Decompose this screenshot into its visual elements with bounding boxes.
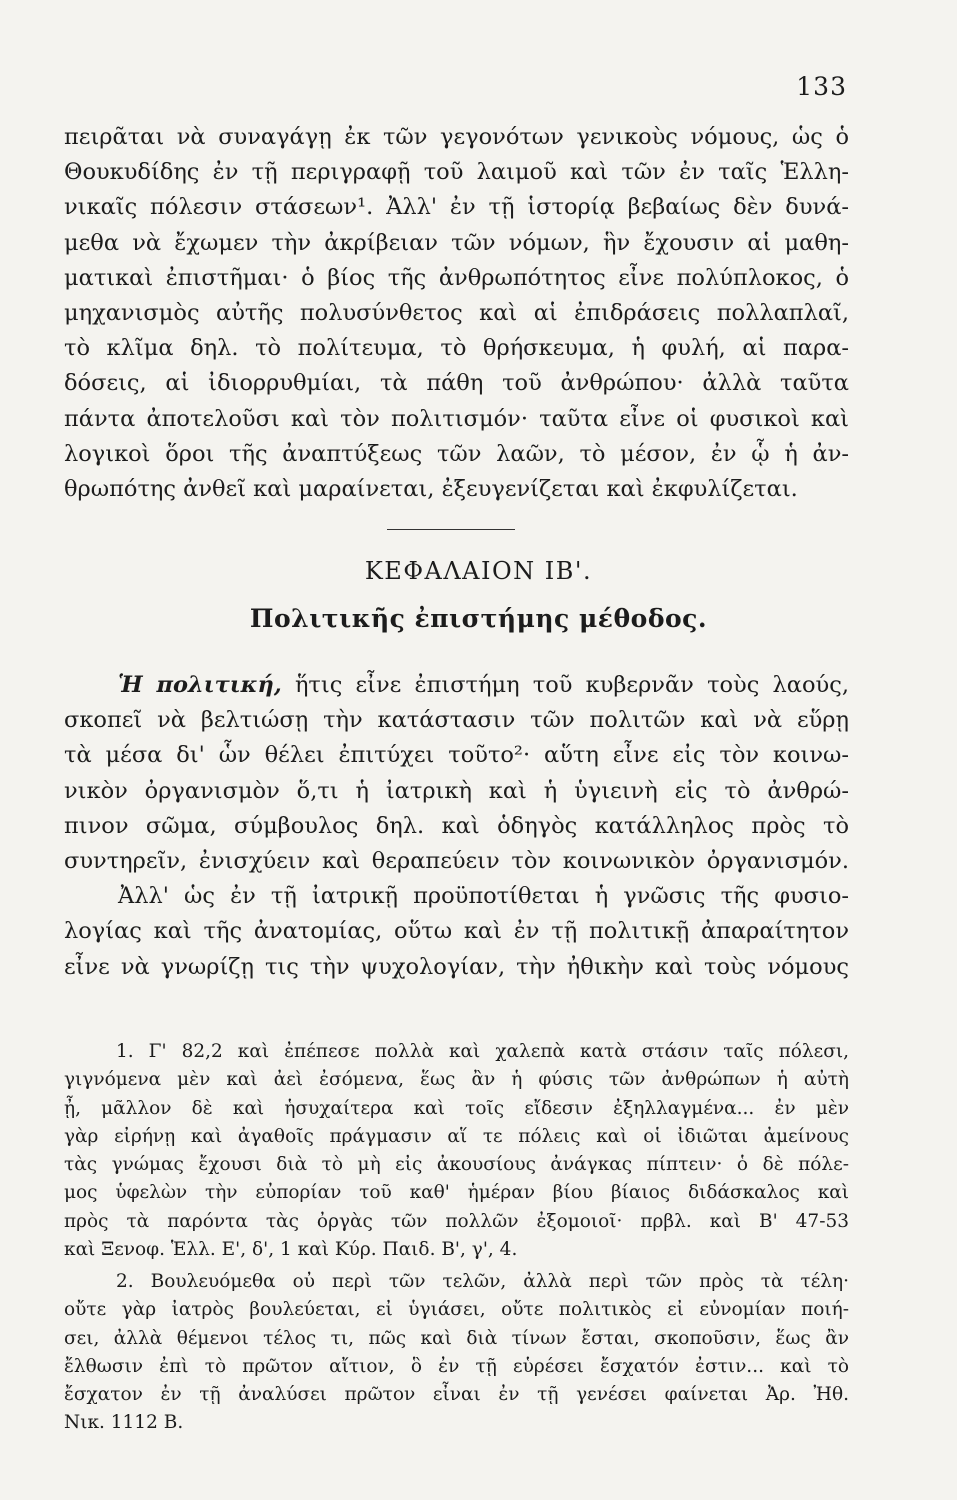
text-line: θρωπότης ἀνθεῖ καὶ μαραίνεται, ἐξευγενίζεται καὶ ἐκφυλίζεται.	[64, 476, 798, 503]
text-line: τὰ μέσα δι' ὧν θέλει ἐπιτύχει τοῦτο²· αὕτη εἶνε εἰς τὸν κοινω-	[64, 742, 849, 769]
footnote-line: οὔτε γὰρ ἰατρὸς βουλεύεται, εἰ ὑγιάσει, οὔτε πολιτικὸς εἰ εὐνομίαν ποιή-	[64, 1299, 849, 1321]
footnote-1	[64, 1038, 849, 1264]
footnote-line: γὰρ εἰρήνῃ καὶ ἀγαθοῖς πράγμασιν αἵ τε πόλεις καὶ οἱ ἰδιῶται ἀμείνους	[64, 1125, 849, 1147]
footnote-line: μος ὑφελὼν τὴν εὐπορίαν τοῦ καθ' ἡμέραν βίου βίαιος διδάσκαλος καὶ	[64, 1182, 849, 1204]
footnote-line: ᾖ, μᾶλλον δὲ καὶ ἡσυχαίτερα καὶ τοῖς εἴδεσιν ἐξηλλαγμένα... ἐν μὲν	[64, 1097, 849, 1119]
footnote-line: ἔλθωσιν ἐπὶ τὸ πρῶτον αἴτιον, ὃ ἐν τῇ εὑρέσει ἔσχατόν ἐστιν... καὶ τὸ	[64, 1355, 849, 1377]
text-line: σκοπεῖ νὰ βελτιώσῃ τὴν κατάστασιν τῶν πολιτῶν καὶ νὰ εὕρῃ	[64, 707, 849, 734]
text-line: ματικαὶ ἐπιστῆμαι· ὁ βίος τῆς ἀνθρωπότητος εἶνε πολύπλοκος, ὁ	[64, 264, 849, 291]
text-fragment: ἥτις εἶνε ἐπιστήμη τοῦ κυβερνᾶν τοὺς λαούς,	[281, 672, 849, 698]
footnote-2	[64, 1268, 849, 1438]
text-line: πειρᾶται νὰ συναγάγῃ ἐκ τῶν γεγονότων γενικοὺς νόμους, ὡς ὁ	[64, 124, 849, 150]
text-line: συντηρεῖν, ἐνισχύειν καὶ θεραπεύειν τὸν κοινωνικὸν ὀργανισμόν.	[64, 848, 849, 875]
text-line: νικὸν ὀργανισμὸν ὅ,τι ἡ ἰατρικὴ καὶ ἡ ὑγιεινὴ εἰς τὸ ἀνθρώ-	[64, 777, 849, 804]
text-line: δόσεις, αἱ ἰδιορρυθμίαι, τὰ πάθη τοῦ ἀνθρώπου· ἀλλὰ ταῦτα	[64, 370, 849, 397]
text-line: πάντα ἀποτελοῦσι καὶ τὸν πολιτισμόν· ταῦτα εἶνε οἱ φυσικοὶ καὶ	[64, 405, 849, 432]
text-line-first	[64, 668, 849, 703]
footnote-line: πρὸς τὰ παρόντα τὰς ὀργὰς τῶν πολλῶν ἐξομοιοῖ· πρβλ. καὶ Β' 47-53	[64, 1210, 849, 1232]
footnote-line: γιγνόμενα μὲν καὶ ἀεὶ ἐσόμενα, ἕως ἂν ἡ φύσις τῶν ἀνθρώπων ἡ αὐτὴ	[64, 1069, 849, 1091]
text-line: νικαῖς πόλεσιν στάσεων¹. Ἀλλ' ἐν τῇ ἱστορίᾳ βεβαίως δὲν δυνά-	[64, 194, 849, 221]
footnote-line: ἔσχατον ἐν τῇ ἀναλύσει πρῶτον εἶναι ἐν τῇ γενέσει φαίνεται Ἀρ. Ἠθ.	[64, 1384, 849, 1406]
chapter-subtitle: Πολιτικῆς ἐπιστήμης μέθοδος.	[249, 604, 708, 633]
footnote-line: 2. Βουλευόμεθα οὐ περὶ τῶν τελῶν, ἀλλὰ περὶ τῶν πρὸς τὰ τέλη·	[116, 1271, 849, 1292]
footnote-line: τὰς γνώμας ἔχουσι διὰ τὸ μὴ εἰς ἀκουσίους ἀνάγκας πίπτειν· ὁ δὲ πόλε-	[64, 1154, 849, 1176]
text-line: Θουκυδίδης ἐν τῇ περιγραφῇ τοῦ λαιμοῦ καὶ τῶν ἐν ταῖς Ἑλλη-	[64, 159, 849, 186]
section-divider	[387, 529, 515, 530]
text-line: μηχανισμὸς αὐτῆς πολυσύνθετος καὶ αἱ ἐπιδράσεις πολλαπλαῖ,	[64, 300, 849, 327]
page-number: 133	[796, 72, 847, 101]
text-line: πινον σῶμα, σύμβουλος δηλ. καὶ ὁδηγὸς κατάλληλος πρὸς τὸ	[64, 812, 849, 839]
text-line: τὸ κλῖμα δηλ. τὸ πολίτευμα, τὸ θρήσκευμα, ἡ φυλή, αἱ παρα-	[64, 335, 849, 362]
text-line: εἶνε νὰ γνωρίζῃ τις τὴν ψυχολογίαν, τὴν ἠθικὴν καὶ τοὺς νόμους	[64, 953, 849, 980]
paragraph-politics	[64, 668, 849, 985]
lead-term: Ἡ πολιτική,	[118, 672, 282, 698]
footnote-line: σει, ἀλλὰ θέμενοι τέλος τι, πῶς καὶ διὰ τίνων ἔσται, σκοποῦσιν, ἕως ἂν	[64, 1327, 849, 1349]
footnote-line: 1. Γ' 82,2 καὶ ἐπέπεσε πολλὰ καὶ χαλεπὰ κατὰ στάσιν ταῖς πόλεσι,	[116, 1041, 849, 1062]
text-line: λογικοὶ ὅροι τῆς ἀναπτύξεως τῶν λαῶν, τὸ μέσον, ἐν ᾧ ἡ ἀν-	[64, 440, 849, 467]
text-line: μεθα νὰ ἔχωμεν τὴν ἀκρίβειαν τῶν νόμων, ἣν ἔχουσιν αἱ μαθη-	[64, 229, 849, 256]
footnote-line: καὶ Ξενοφ. Ἑλλ. Ε', δ', 1 καὶ Κύρ. Παιδ. Β', γ', 4.	[64, 1239, 518, 1261]
chapter-heading: ΚΕΦΑΛΑΙΟΝ ΙΒ'.	[364, 557, 593, 585]
text-line: λογίας καὶ τῆς ἀνατομίας, οὕτω καὶ ἐν τῇ πολιτικῇ ἀπαραίτητον	[64, 918, 849, 945]
footnote-line: Νικ. 1112 Β.	[64, 1412, 184, 1434]
paragraph-intro	[64, 120, 849, 507]
text-line: Ἀλλ' ὡς ἐν τῇ ἰατρικῇ προϋποτίθεται ἡ γνῶσις τῆς φυσιο-	[118, 883, 849, 910]
